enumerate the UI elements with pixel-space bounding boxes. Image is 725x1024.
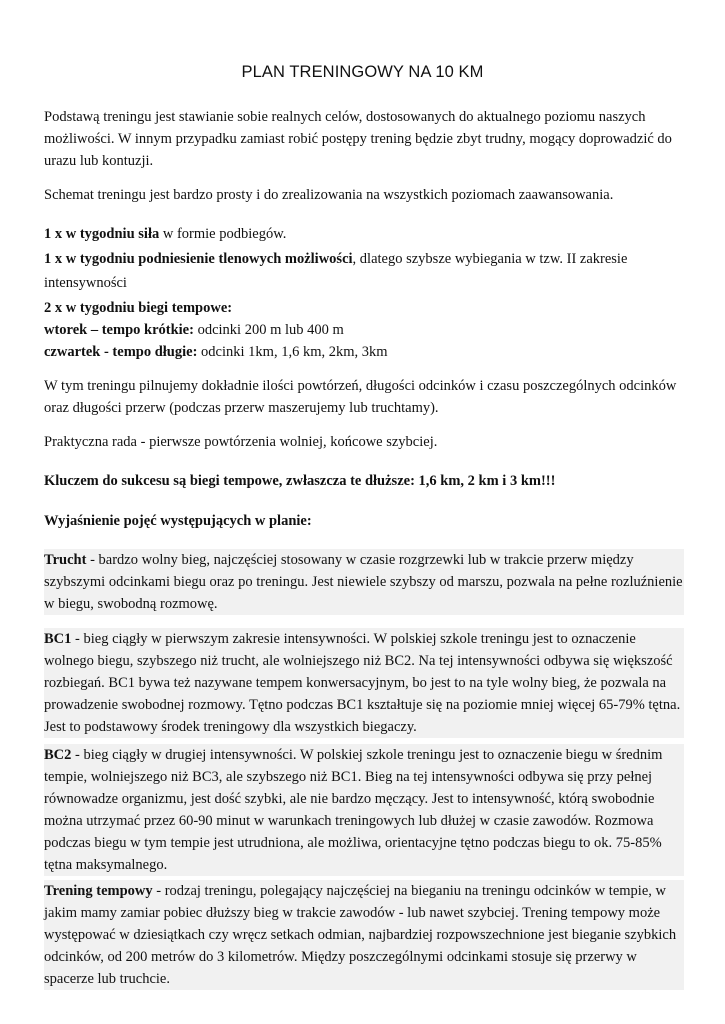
glossary-term: BC2	[44, 747, 72, 763]
glossary-definition: - bardzo wolny bieg, najczęściej stosowany w czasie rozgrzewki lub w trakcie przerw między szybszymi odcinkami biegu oraz po treningu. Jest niewiele szybszy od marszu, pozwala na pełne rozluźnienie w biegu, swobodną rozmowę.	[44, 552, 683, 612]
tempo-heading: 2 x w tygodniu biegi tempowe:	[44, 300, 233, 316]
glossary-definition: - bieg ciągły w pierwszym zakresie intensywności. W polskiej szkole treningu jest to oznaczenie wolnego biegu, szybszego niż trucht, ale wolniejszego niż BC2. Na tej intensywności odbywa się większość rozbiegań. BC1 bywa też nazywane tempem konwersacyjnym, bo jest to na tyle wolny bieg, że pozwala na prowadzenie swobodnej rozmowy. Tętno podczas BC1 kształtuje się na poziomie mniej więcej 65-79% tętna. Jest to podstawowy środek treningowy dla wszystkich biegaczy.	[44, 631, 681, 735]
key-text: Kluczem do sukcesu są biegi tempowe, zwłaszcza te dłuższe: 1,6 km, 2 km i 3 km!!!	[44, 473, 556, 489]
schedule-oxygen	[44, 247, 684, 295]
schedule-strength	[44, 223, 684, 245]
glossary-item-tempo	[44, 880, 684, 990]
glossary-definition: - bieg ciągły w drugiej intensywności. W polskiej szkole treningu jest to oznaczenie biegu w średnim tempie, wolniejszego niż BC3, ale szybszego niż BC1. Bieg na tej intensywności odbywa się przy pełnej równowadze organizmu, jest dość szybki, ale nie bardzo męczący. Jest to intensywność, którą swobodnie można utrzymać przez 60-90 minut w warunkach treningowych lub dłużej w czasie zawodów. Rozmowa podczas biegu w tym tempie jest utrudniona, ale możliwa, orientacyjne tętno podczas biegu to ok. 75-85% tętna maksymalnego.	[44, 747, 663, 873]
notes-paragraph	[44, 375, 684, 419]
tuesday-label: wtorek – tempo krótkie:	[44, 322, 194, 338]
glossary-term: BC1	[44, 631, 72, 647]
schema-text: Schemat treningu jest bardzo prosty i do zrealizowania na wszystkich poziomach zaawansowania.	[44, 187, 614, 203]
thursday-label: czwartek - tempo długie:	[44, 344, 198, 360]
tuesday-text: odcinki 200 m lub 400 m	[193, 322, 344, 338]
glossary-item-bc2	[44, 744, 684, 876]
strength-label: 1 x w tygodniu siła	[44, 226, 160, 242]
intro-text: Podstawą treningu jest stawianie sobie realnych celów, dostosowanych do aktualnego poziomu naszych możliwości. W innym przypadku zamiast robić postępy trening będzie zbyt trudny, mogący doprowadzić do urazu lub kontuzji.	[44, 109, 672, 169]
tip-text: Praktyczna rada - pierwsze powtórzenia wolniej, końcowe szybciej.	[44, 434, 438, 450]
glossary-heading: Wyjaśnienie pojęć występujących w planie:	[44, 513, 312, 529]
strength-text: w formie podbiegów.	[159, 226, 287, 242]
glossary-definition: - rodzaj treningu, polegający najczęściej na bieganiu na treningu odcinków w tempie, w jakim mamy zamiar pobiec dłuższy bieg w trakcie zawodów - lub nawet szybciej. Trening tempowy może występować w dziesiątkach czy wręcz setkach odmian, najbardziej rozpowszechnione jest bieganie szybkich odcinków, od 200 metrów do 3 kilometrów. Między poszczególnymi odcinkami stosuje się przerwy w spacerze lub truchcie.	[44, 883, 677, 987]
glossary-heading-block	[44, 510, 684, 532]
glossary-item-bc1	[44, 628, 684, 738]
schedule-tempo	[44, 297, 684, 363]
notes-text: W tym treningu pilnujemy dokładnie ilości powtórzeń, długości odcinków i czasu poszczególnych odcinków oraz długości przerw (podczas przerw maszerujemy lub truchtamy).	[44, 378, 677, 416]
glossary-term: Trening tempowy	[44, 883, 153, 899]
glossary-term: Trucht	[44, 552, 87, 568]
oxygen-text: , dlatego szybsze wybiegania w tzw. II zakresie intensywności	[44, 251, 628, 291]
tip-paragraph	[44, 431, 684, 453]
thursday-text: odcinki 1km, 1,6 km, 2km, 3km	[197, 344, 388, 360]
glossary-item-trucht	[44, 549, 684, 615]
schema-paragraph	[44, 184, 684, 206]
page-title: PLAN TRENINGOWY NA 10 KM	[241, 63, 484, 81]
key-paragraph	[44, 470, 684, 492]
intro-paragraph	[44, 106, 684, 172]
oxygen-label: 1 x w tygodniu podniesienie tlenowych możliwości	[44, 251, 353, 267]
